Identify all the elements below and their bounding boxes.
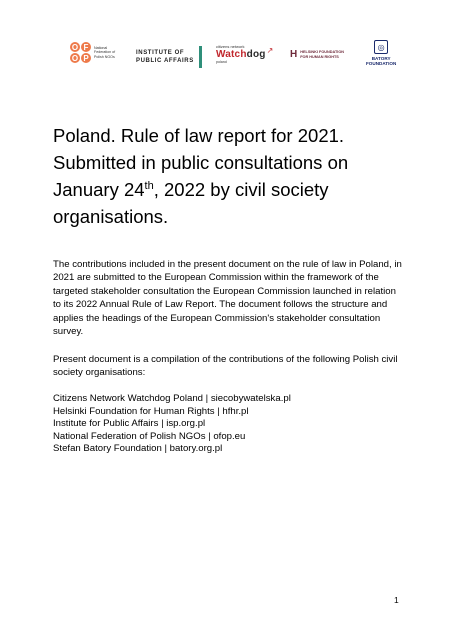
ofop-letter: O	[71, 42, 79, 52]
organisation-list	[53, 393, 403, 456]
watchdog-logo	[216, 44, 273, 64]
list-item: Stefan Batory Foundation | batory.org.pl	[53, 443, 223, 455]
isp-line2: PUBLIC AFFAIRS	[136, 58, 194, 64]
isp-logo	[136, 46, 202, 68]
watchdog-logo-text	[216, 44, 266, 64]
list-item: Helsinki Foundation for Human Rights | hfhr.pl	[53, 405, 249, 417]
batory-logo-text	[366, 56, 396, 66]
page-number: 1	[394, 595, 399, 605]
title-superscript: th	[144, 180, 154, 192]
list-item: National Federation of Polish NGOs | ofop.eu	[53, 430, 246, 442]
ofop-logo-mark	[70, 42, 91, 63]
partner-logos	[0, 40, 451, 74]
ofop-letter: P	[81, 53, 91, 63]
hfhr-line2: FOR HUMAN RIGHTS	[300, 54, 339, 59]
document-title	[53, 122, 398, 230]
batory-emblem-icon: ◎	[374, 40, 388, 54]
intro-paragraph: The contributions included in the present document on the rule of law in Poland, in 2021 are submitted to the European Commission within the framework of the targeted stakeholder consultation the European Commission launched in relation to its 2022 Annual Rule of Law Report. The document follows the structure and applies the headings of the European Commission's stakeholder consultation survey.	[53, 259, 402, 338]
watchdog-arrow-icon: ↗	[266, 45, 274, 55]
compilation-paragraph: Present document is a compilation of the contributions of the following Polish civil society organisations:	[53, 354, 398, 379]
batory-logo	[366, 40, 396, 66]
hfhr-line1: HELSINKI FOUNDATION	[300, 49, 345, 54]
isp-logo-bar	[199, 46, 202, 68]
title-part1: Poland. Rule of law report for 2021. Submitted in public consultations on January 24	[53, 125, 349, 200]
list-item: Citizens Network Watchdog Poland | siecobywatelska.pl	[53, 393, 291, 404]
ofop-logo	[70, 42, 116, 63]
watchdog-bottom: poland	[216, 60, 227, 64]
hfhr-mark-icon: H	[290, 49, 298, 60]
ofop-letter: F	[81, 42, 91, 52]
list-item: Institute for Public Affairs | isp.org.pl	[53, 418, 206, 430]
ofop-letter: O	[71, 53, 79, 63]
watchdog-main-a: Watch	[216, 49, 247, 60]
isp-line1: INSTITUTE OF	[136, 50, 185, 56]
isp-logo-text	[136, 49, 194, 65]
watchdog-main	[216, 49, 266, 60]
watchdog-main-b: dog	[246, 49, 266, 60]
batory-line1: BATORY	[371, 56, 391, 61]
hfhr-logo-text	[300, 50, 344, 59]
watchdog-top: citizens network	[216, 44, 245, 49]
batory-line2: FOUNDATION	[366, 61, 397, 66]
hfhr-logo	[290, 49, 344, 60]
title-part2: , 2022 by civil society organisations.	[53, 179, 329, 227]
ofop-logo-text: National Federation of Polish NGOs	[94, 46, 116, 59]
